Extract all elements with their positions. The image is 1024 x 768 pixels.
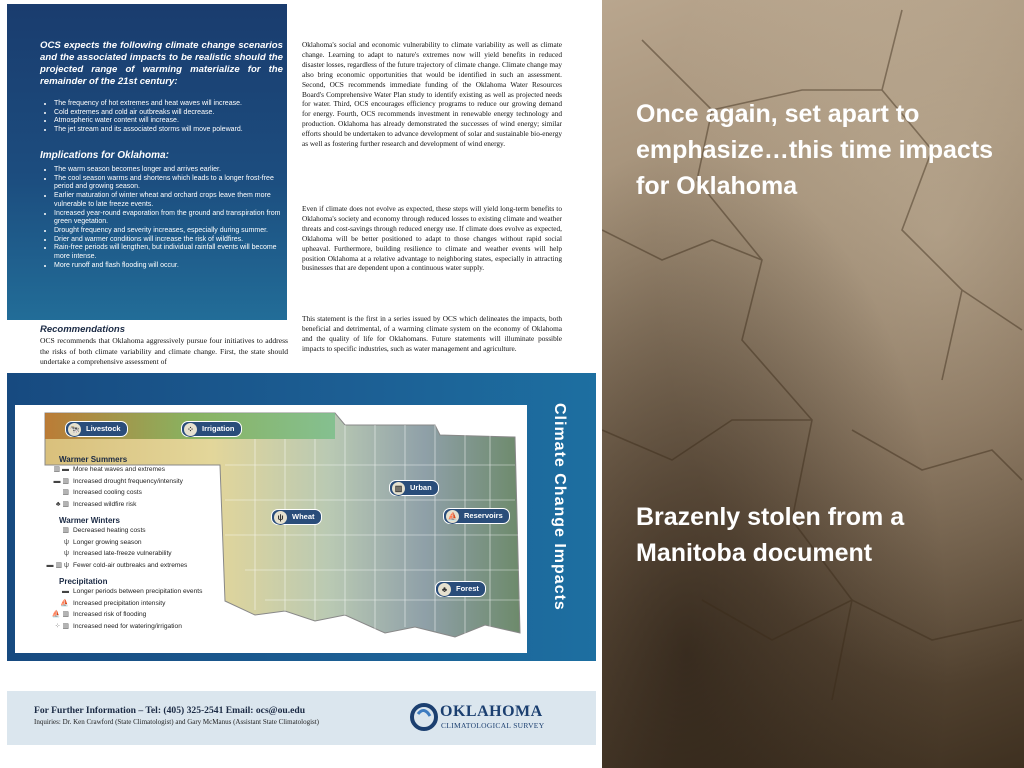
- map-label-irrigation: [181, 421, 242, 437]
- map-label-urban: [389, 480, 439, 496]
- legend-row: [35, 499, 215, 511]
- legend-title-precipitation: Precipitation: [59, 577, 108, 586]
- legend-title-warmer-summers: Warmer Summers: [59, 455, 128, 464]
- boat-city-icon: ⛵ ▥: [51, 611, 69, 618]
- list-item: • The jet stream and its associated storms will move poleward.: [54, 126, 284, 135]
- legend-text: Increased risk of flooding: [73, 611, 147, 618]
- legend-row: [35, 560, 215, 572]
- boat-icon: ⛵: [60, 599, 69, 607]
- map-vertical-title: Climate Change Impacts: [551, 403, 568, 611]
- footer-contact: For Further Information – Tel: (405) 325-2541 Email: ocs@ou.edu: [34, 705, 306, 716]
- legend-text: Increased late-freeze vulnerability: [73, 550, 172, 557]
- tree-icon: ♣: [437, 582, 452, 597]
- column2-paragraph-3: This statement is the first in a series issued by OCS which delineates the impacts, both beneficial and detrimental, of a warming climate system on the economy of Oklahoma and the quality of life for Oklahomans. Future statements will illuminate possible impacts to specific industries, such as water management and agriculture.: [302, 314, 562, 353]
- ocs-logo-icon: [410, 702, 438, 732]
- ocs-logo: [410, 700, 560, 734]
- city-cow-icon: ▥ ▬: [53, 466, 69, 473]
- legend-row: [35, 586, 215, 598]
- legend-row: [35, 487, 215, 499]
- legend-row: [35, 525, 215, 537]
- city-icon: ▥: [391, 481, 406, 496]
- map-legend: [35, 455, 215, 632]
- legend-row: [35, 621, 215, 633]
- list-item: • The frequency of hot extremes and heat waves will increase.: [54, 100, 284, 109]
- recommendations-title: Recommendations: [40, 324, 125, 335]
- legend-row: [35, 548, 215, 560]
- sprinkler-icon: ⁘: [183, 422, 198, 437]
- implications-list: [40, 166, 284, 270]
- map-label-text: Irrigation: [202, 424, 235, 433]
- sprinkler-city-icon: ⁘ ▥: [54, 622, 69, 630]
- city-icon: ▥: [62, 527, 69, 534]
- legend-row: [35, 464, 215, 476]
- emphasis-text: Once again, set apart to emphasize…this time impacts for Oklahoma: [636, 100, 994, 200]
- map-label-forest: [435, 581, 486, 597]
- legend-text: Fewer cold-air outbreaks and extremes: [73, 561, 188, 569]
- map-label-text: Livestock: [86, 424, 121, 433]
- legend-row: [35, 537, 215, 549]
- state-city-icon: ▬ ▥: [53, 477, 69, 485]
- slide-text-panel: [602, 0, 1024, 768]
- list-item: • More runoff and flash flooding will occur.: [54, 262, 284, 271]
- cow-icon: 🐄: [67, 422, 82, 437]
- legend-row: [35, 598, 215, 610]
- legend-text: Increased drought frequency/intensity: [73, 477, 183, 485]
- implications-title: Implications for Oklahoma:: [40, 150, 169, 161]
- map-label-text: Wheat: [292, 512, 315, 521]
- list-item: • Earlier maturation of winter wheat and orchard crops leave them more vulnerable to late freeze events.: [54, 192, 284, 209]
- legend-text: Longer periods between precipitation events: [73, 588, 203, 595]
- map-label-livestock: [65, 421, 128, 437]
- list-item: • Atmospheric water content will increase.: [54, 117, 284, 126]
- legend-text: Increased need for watering/irrigation: [73, 622, 182, 630]
- column2-paragraph-1: Oklahoma's social and economic vulnerability to climate variability as well as climate change. Learning to adapt to nature's extremes now will yield benefits in reduced disaster losses, regardless of the future trajectory of climate change. Climate change may also bring economic opportunities that would be identified in such an assessment. Second, OCS recommends immediate funding of the Oklahoma Water Resources Board's Comprehensive Water Plan study to identify existing as well as projected needs for water. Third, OCS encourages efficiency programs to reduce our growing demand for energy. Fourth, OCS recommends investment in renewable energy technology and production. Oklahoma has already demonstrated the successes of wind energy; similar efforts should be undertaken to advance development of solar and sustainable bio-energy as well as fostering further research and development of wind energy.: [302, 40, 562, 149]
- source-text: Brazenly stolen from a Manitoba document: [636, 503, 905, 567]
- climate-impacts-map-panel: [7, 373, 596, 661]
- tree-city-icon: ♣ ▥: [55, 500, 69, 508]
- map-label-wheat: [271, 509, 322, 525]
- legend-text: Increased wildfire risk: [73, 500, 137, 508]
- legend-text: More heat waves and extremes: [73, 466, 165, 473]
- map-label-reservoirs: [443, 508, 510, 524]
- recommendations-text: OCS recommends that Oklahoma aggressively pursue four initiatives to address the risks of both climate variability and climate change. First, the state should undertake a comprehensive assessment of: [40, 336, 288, 366]
- list-item: • The cool season warms and shortens which leads to a longer frost-free period and growing season.: [54, 175, 284, 192]
- legend-text: Decreased heating costs: [73, 527, 146, 534]
- legend-row: [35, 609, 215, 621]
- city-icon: ▥: [62, 489, 69, 496]
- column2-paragraph-2: Even if climate does not evolve as expected, these steps will yield long-term benefits to Oklahoma's society and economy through reduced losses to existing climate and weather threats and cost-savings through reduced energy use. If climate does evolve as expected, Oklahoma will be better positioned to adapt to those changes without rapid social upheaval. Furthermore, building resilience to climate and weather events will help position Oklahoma at a relative advantage to neighboring states, especially in attracting businesses that are dependent upon a continuous water supply.: [302, 204, 562, 273]
- list-item: • Drought frequency and severity increases, especially during summer.: [54, 227, 284, 236]
- wheat-icon: ψ: [273, 510, 288, 525]
- cow-city-wheat-icon: ▬ ▥ ψ: [46, 561, 69, 569]
- boat-icon: ⛵: [445, 509, 460, 524]
- list-item: • Cold extremes and cold air outbreaks will decrease.: [54, 109, 284, 118]
- scenarios-heading: OCS expects the following climate change scenarios and the associated impacts to be realistic should the projected range of warming materialize for the remainder of the 21st century:: [40, 40, 283, 87]
- logo-subtitle: CLIMATOLOGICAL SURVEY: [441, 721, 545, 730]
- legend-text: Increased cooling costs: [73, 489, 142, 496]
- legend-row: [35, 476, 215, 488]
- legend-title-warmer-winters: Warmer Winters: [59, 516, 120, 525]
- state-icon: ▬: [62, 588, 69, 595]
- list-item: • The warm season becomes longer and arrives earlier.: [54, 166, 284, 175]
- map-label-text: Reservoirs: [464, 511, 503, 520]
- map-label-text: Urban: [410, 483, 432, 492]
- map-label-text: Forest: [456, 584, 479, 593]
- list-item: • Rain-free periods will lengthen, but individual rainfall events will become more intense.: [54, 244, 284, 261]
- legend-text: Longer growing season: [73, 538, 142, 546]
- footer-inquiries: Inquiries: Dr. Ken Crawford (State Climatologist) and Gary McManus (Assistant State Climatologist): [34, 718, 320, 726]
- list-item: • Drier and warmer conditions will increase the risk of wildfires.: [54, 236, 284, 245]
- wheat-icon: ψ: [64, 538, 69, 546]
- climate-scenarios-box: [7, 4, 287, 320]
- wheat-icon: ψ: [64, 550, 69, 557]
- logo-name: OKLAHOMA: [440, 703, 543, 720]
- list-item: • Increased year-round evaporation from the ground and transpiration from green vegetation.: [54, 210, 284, 227]
- legend-text: Increased precipitation intensity: [73, 599, 166, 607]
- scenarios-list: [40, 100, 284, 135]
